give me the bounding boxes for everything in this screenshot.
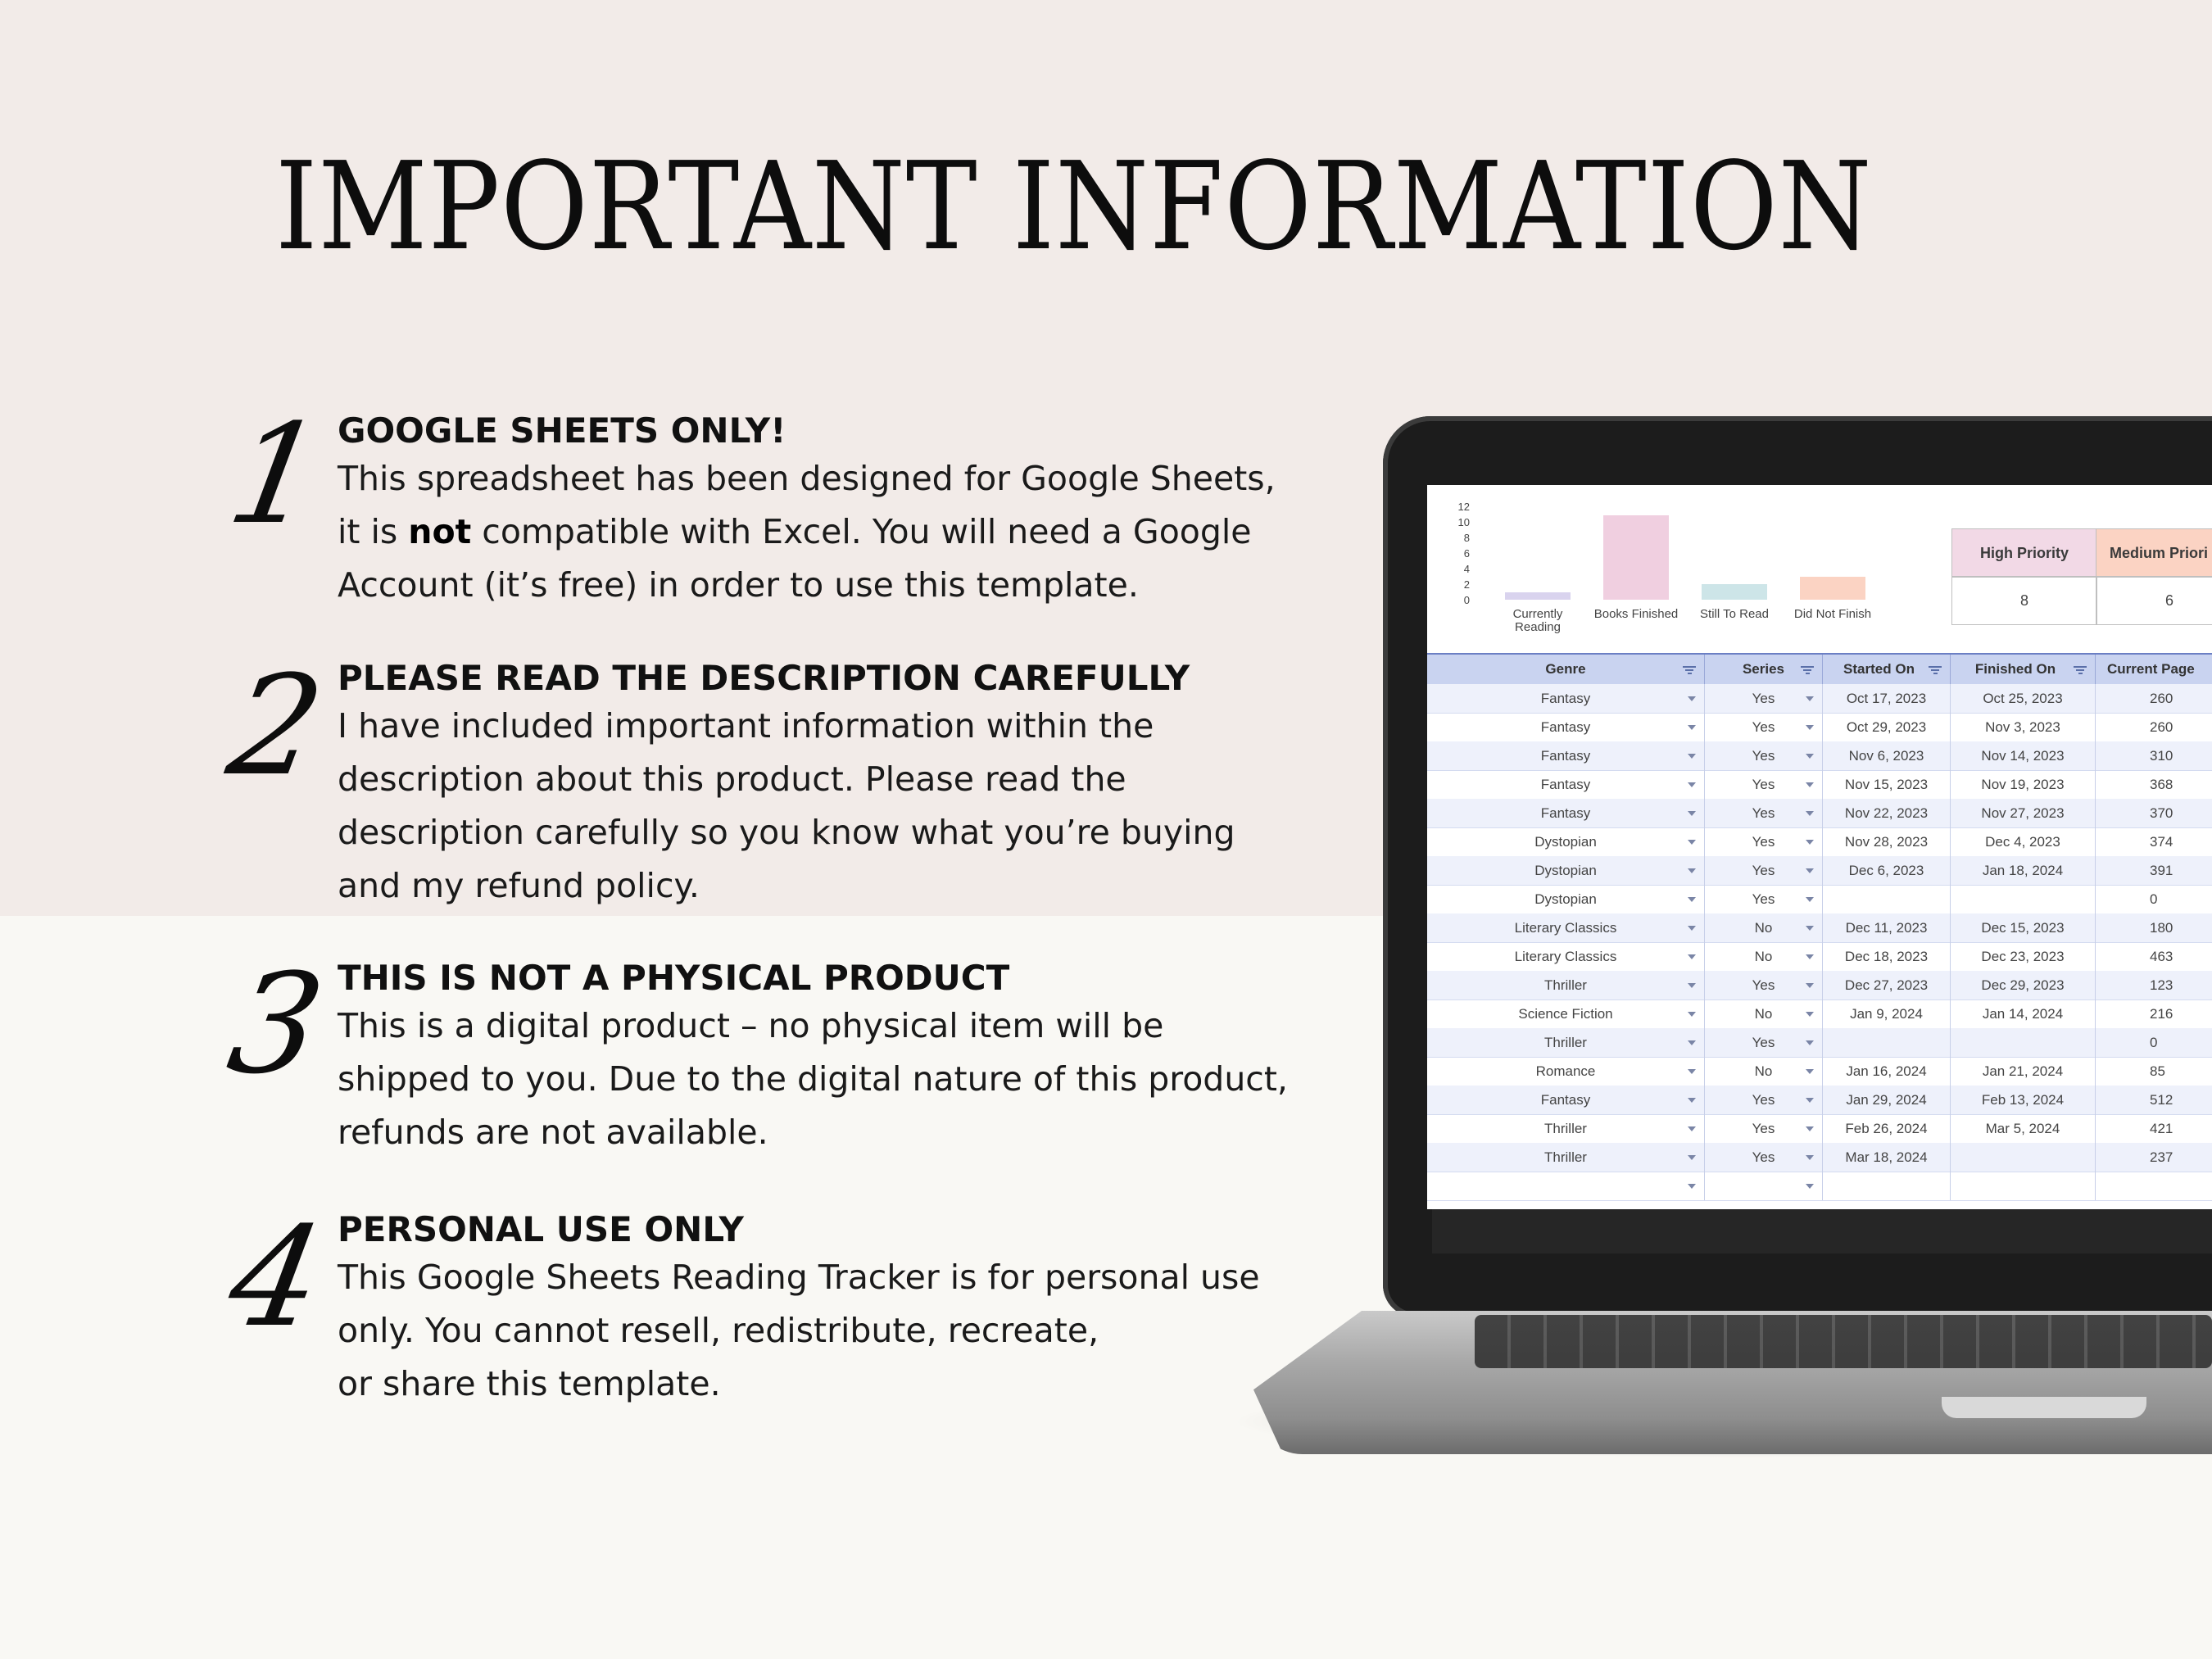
table-cell[interactable]: [1951, 1114, 2096, 1143]
dropdown-arrow-icon[interactable]: [1806, 840, 1814, 845]
body-line: I have included important information within the: [338, 706, 1154, 746]
table-cell[interactable]: [1427, 741, 1705, 770]
table-cell[interactable]: [1705, 942, 1823, 971]
table-cell[interactable]: [1823, 827, 1951, 856]
dropdown-arrow-icon[interactable]: [1688, 811, 1696, 816]
table-cell[interactable]: [2096, 827, 2212, 856]
table-cell[interactable]: [1951, 999, 2096, 1028]
bar-did-not-finish: [1800, 577, 1865, 600]
body-line: This spreadsheet has been designed for Google Sheets,: [338, 459, 1276, 498]
body-text: compatible with Excel. You will need a Google: [471, 512, 1252, 551]
table-cell[interactable]: [2096, 885, 2212, 913]
dropdown-arrow-icon[interactable]: [1806, 1126, 1814, 1131]
dropdown-arrow-icon[interactable]: [1688, 868, 1696, 873]
dropdown-arrow-icon[interactable]: [1806, 868, 1814, 873]
table-cell[interactable]: [1427, 885, 1705, 913]
table-cell[interactable]: [1705, 1086, 1823, 1114]
table-cell[interactable]: [1823, 971, 1951, 999]
cell-value: 512: [2150, 1091, 2173, 1108]
cell-value: Oct 25, 2023: [1983, 690, 2063, 706]
header-label: Current Page: [2107, 661, 2195, 677]
cell-value: Nov 19, 2023: [1981, 776, 2065, 792]
table-cell[interactable]: [1705, 684, 1823, 713]
table-cell[interactable]: [1427, 1172, 1705, 1200]
bar-label: Still To Read: [1700, 607, 1769, 621]
bar-currently-reading: [1505, 592, 1571, 600]
table-cell[interactable]: [1427, 713, 1705, 741]
body-line: This Google Sheets Reading Tracker is for personal use: [338, 1258, 1260, 1297]
table-cell[interactable]: [1705, 741, 1823, 770]
cell-value: Fantasy: [1540, 690, 1591, 706]
body-line: This is a digital product – no physical item will be: [338, 1006, 1164, 1045]
cell-value: Fantasy: [1540, 776, 1591, 792]
table-cell[interactable]: [1427, 856, 1705, 885]
page-title: IMPORTANT INFORMATION: [275, 136, 1873, 277]
table-row: [1427, 827, 2212, 857]
table-cell[interactable]: [1427, 1143, 1705, 1172]
table-cell[interactable]: [1705, 799, 1823, 827]
table-cell[interactable]: [1951, 856, 2096, 885]
cell-value: Nov 14, 2023: [1981, 747, 2065, 764]
body-line: description about this product. Please read the: [338, 759, 1126, 799]
table-cell[interactable]: [1705, 1143, 1823, 1172]
table-cell[interactable]: [1823, 799, 1951, 827]
cell-value: 374: [2150, 833, 2173, 850]
table-cell[interactable]: [1951, 942, 2096, 971]
table-header: [1427, 653, 2212, 685]
table-row: [1427, 684, 2212, 714]
cell-value: Yes: [1752, 690, 1775, 706]
cell-value: 421: [2150, 1120, 2173, 1136]
table-cell[interactable]: [1705, 1028, 1823, 1057]
table-cell[interactable]: [1427, 1086, 1705, 1114]
table-row: [1427, 1057, 2212, 1086]
table-cell[interactable]: [1951, 684, 2096, 713]
table-cell[interactable]: [1427, 827, 1705, 856]
y-tick-label: 12: [1457, 501, 1470, 513]
dropdown-arrow-icon[interactable]: [1806, 782, 1814, 787]
y-tick-label: 10: [1457, 516, 1470, 528]
table-cell[interactable]: [2096, 942, 2212, 971]
body-line: description carefully so you know what you’re buying: [338, 813, 1235, 852]
table-cell[interactable]: [1705, 856, 1823, 885]
table-cell[interactable]: [1951, 1086, 2096, 1114]
table-cell[interactable]: [1823, 885, 1951, 913]
table-cell[interactable]: [1823, 1086, 1951, 1114]
table-cell[interactable]: [1951, 713, 2096, 741]
table-cell[interactable]: [1427, 684, 1705, 713]
table-row: [1427, 799, 2212, 828]
filter-icon[interactable]: [1801, 666, 1814, 673]
dropdown-arrow-icon[interactable]: [1806, 696, 1814, 701]
y-tick-label: 4: [1463, 563, 1470, 575]
table-cell[interactable]: [1705, 913, 1823, 942]
cell-value: Feb 26, 2024: [1845, 1120, 1928, 1136]
cell-value: Dystopian: [1534, 891, 1597, 907]
y-tick-label: 0: [1463, 594, 1470, 606]
cell-value: Mar 18, 2024: [1845, 1149, 1928, 1165]
cell-value: Yes: [1752, 718, 1775, 735]
table-cell[interactable]: [1705, 1114, 1823, 1143]
table-cell[interactable]: [1705, 999, 1823, 1028]
cell-value: Dec 4, 2023: [1985, 833, 2060, 850]
table-row: [1427, 1028, 2212, 1058]
table-cell[interactable]: [1427, 942, 1705, 971]
table-cell[interactable]: [1427, 1028, 1705, 1057]
cell-value: Thriller: [1544, 1149, 1587, 1165]
bar-still-to-read: [1702, 584, 1767, 600]
cell-value: Oct 17, 2023: [1846, 690, 1927, 706]
cell-value: 310: [2150, 747, 2173, 764]
priority-value-medium: 6: [2096, 576, 2212, 625]
cell-value: Dec 27, 2023: [1844, 977, 1929, 993]
cell-value: Yes: [1752, 1120, 1775, 1136]
header-label: Finished On: [1974, 661, 2056, 677]
table-cell[interactable]: [1823, 741, 1951, 770]
dropdown-arrow-icon[interactable]: [1688, 754, 1696, 759]
table-cell[interactable]: [2096, 741, 2212, 770]
table-row: [1427, 741, 2212, 771]
table-cell[interactable]: [1427, 1114, 1705, 1143]
cell-value: Yes: [1752, 1149, 1775, 1165]
dropdown-arrow-icon[interactable]: [1806, 811, 1814, 816]
cell-value: Nov 28, 2023: [1844, 833, 1929, 850]
column-header-current-page[interactable]: [2096, 655, 2212, 684]
item-number: 2: [218, 646, 334, 806]
cell-value: Dec 29, 2023: [1981, 977, 2065, 993]
laptop-keyboard: [1475, 1315, 2212, 1368]
cell-value: Jan 14, 2024: [1982, 1005, 2064, 1022]
table-cell[interactable]: [1951, 971, 2096, 999]
table-row: [1427, 1143, 2212, 1172]
cell-value: No: [1754, 919, 1773, 936]
dropdown-arrow-icon[interactable]: [1688, 1126, 1696, 1131]
screen-bottom-bar: [1432, 1209, 2212, 1253]
cell-value: Yes: [1752, 776, 1775, 792]
filter-icon[interactable]: [1929, 666, 1942, 673]
cell-value: Nov 15, 2023: [1844, 776, 1929, 792]
table-cell[interactable]: [1951, 770, 2096, 799]
dropdown-arrow-icon[interactable]: [1688, 983, 1696, 988]
cell-value: Yes: [1752, 1091, 1775, 1108]
table-cell[interactable]: [1823, 913, 1951, 942]
cell-value: Nov 22, 2023: [1844, 805, 1929, 821]
cell-value: Dystopian: [1534, 833, 1597, 850]
table-cell[interactable]: [1705, 713, 1823, 741]
table-cell[interactable]: [1951, 1143, 2096, 1172]
dropdown-arrow-icon[interactable]: [1688, 840, 1696, 845]
cell-value: Fantasy: [1540, 1091, 1591, 1108]
dropdown-arrow-icon[interactable]: [1688, 1012, 1696, 1017]
cell-value: Dec 23, 2023: [1981, 948, 2065, 964]
cell-value: Jan 18, 2024: [1982, 862, 2064, 878]
cell-value: Nov 6, 2023: [1848, 747, 1924, 764]
dropdown-arrow-icon[interactable]: [1806, 1155, 1814, 1160]
cell-value: Yes: [1752, 862, 1775, 878]
laptop-trackpad-notch: [1942, 1397, 2146, 1418]
cell-value: No: [1754, 1063, 1773, 1079]
dropdown-arrow-icon[interactable]: [1806, 1012, 1814, 1017]
cell-value: 237: [2150, 1149, 2173, 1165]
bar-label: Currently Reading: [1512, 607, 1563, 634]
dropdown-arrow-icon[interactable]: [1806, 1098, 1814, 1103]
cell-value: Thriller: [1544, 1120, 1587, 1136]
item-heading: GOOGLE SHEETS ONLY!: [338, 410, 786, 451]
table-cell[interactable]: [1705, 827, 1823, 856]
cell-value: Yes: [1752, 833, 1775, 850]
table-cell[interactable]: [1823, 1028, 1951, 1057]
table-cell[interactable]: [1705, 1057, 1823, 1086]
cell-value: Jan 9, 2024: [1850, 1005, 1923, 1022]
cell-value: Mar 5, 2024: [1985, 1120, 2060, 1136]
table-cell[interactable]: [1705, 1172, 1823, 1200]
body-text: it is: [338, 512, 409, 551]
dropdown-arrow-icon[interactable]: [1688, 954, 1696, 959]
item-number: 3: [218, 944, 334, 1104]
body-line: or share this template.: [338, 1364, 721, 1403]
table-cell[interactable]: [1823, 713, 1951, 741]
cell-value: Jan 16, 2024: [1846, 1063, 1927, 1079]
table-cell[interactable]: [1705, 770, 1823, 799]
table-cell[interactable]: [2096, 799, 2212, 827]
table-cell[interactable]: [1951, 741, 2096, 770]
body-line: shipped to you. Due to the digital nature of this product,: [338, 1059, 1288, 1099]
table-cell[interactable]: [1427, 971, 1705, 999]
cell-value: Fantasy: [1540, 718, 1591, 735]
cell-value: No: [1754, 1005, 1773, 1022]
body-line: Account (it’s free) in order to use this template.: [338, 565, 1139, 605]
column-header-series[interactable]: [1705, 655, 1823, 684]
cell-value: Nov 3, 2023: [1985, 718, 2060, 735]
table-cell[interactable]: [1705, 885, 1823, 913]
table-row: [1427, 856, 2212, 886]
table-cell[interactable]: [1951, 1028, 2096, 1057]
cell-value: Dec 11, 2023: [1845, 919, 1928, 936]
table-cell[interactable]: [1705, 971, 1823, 999]
cell-value: 260: [2150, 690, 2173, 706]
table-cell[interactable]: [1823, 1143, 1951, 1172]
table-cell[interactable]: [1427, 1057, 1705, 1086]
table-row: [1427, 942, 2212, 972]
item-heading: PLEASE READ THE DESCRIPTION CAREFULLY: [338, 658, 1190, 698]
dropdown-arrow-icon[interactable]: [1688, 897, 1696, 902]
table-row: [1427, 1114, 2212, 1144]
item-heading: THIS IS NOT A PHYSICAL PRODUCT: [338, 958, 1010, 998]
table-cell[interactable]: [2096, 684, 2212, 713]
dropdown-arrow-icon[interactable]: [1806, 954, 1814, 959]
table-cell[interactable]: [1823, 942, 1951, 971]
table-cell[interactable]: [1823, 856, 1951, 885]
filter-icon[interactable]: [2074, 666, 2087, 673]
cell-value: 391: [2150, 862, 2173, 878]
bar-books-finished: [1603, 515, 1669, 600]
y-tick-label: 8: [1463, 532, 1470, 544]
table-cell[interactable]: [1823, 1172, 1951, 1200]
status-bar-chart: [1452, 500, 1943, 639]
y-tick-label: 6: [1463, 547, 1470, 560]
dropdown-arrow-icon[interactable]: [1688, 725, 1696, 730]
cell-value: 463: [2150, 948, 2173, 964]
table-cell[interactable]: [2096, 856, 2212, 885]
dropdown-arrow-icon[interactable]: [1806, 754, 1814, 759]
item-number: 1: [218, 394, 334, 555]
table-row: [1427, 1172, 2212, 1201]
dropdown-arrow-icon[interactable]: [1688, 696, 1696, 701]
table-cell[interactable]: [1951, 827, 2096, 856]
cell-value: Science Fiction: [1518, 1005, 1613, 1022]
table-row: [1427, 885, 2212, 914]
cell-value: Romance: [1535, 1063, 1596, 1079]
y-tick-label: 2: [1463, 578, 1470, 591]
table-row: [1427, 913, 2212, 943]
cell-value: 0: [2150, 1034, 2158, 1050]
cell-value: Yes: [1752, 1034, 1775, 1050]
table-cell[interactable]: [1427, 770, 1705, 799]
table-cell[interactable]: [2096, 770, 2212, 799]
dropdown-arrow-icon[interactable]: [1688, 926, 1696, 931]
cell-value: 216: [2150, 1005, 2173, 1022]
dropdown-arrow-icon[interactable]: [1688, 782, 1696, 787]
column-header-started-on[interactable]: [1823, 655, 1951, 684]
column-header-finished-on[interactable]: [1951, 655, 2096, 684]
item-body: [338, 999, 1288, 1159]
table-row: [1427, 713, 2212, 742]
cell-value: Literary Classics: [1514, 948, 1617, 964]
table-cell[interactable]: [2096, 1143, 2212, 1172]
table-cell[interactable]: [2096, 1114, 2212, 1143]
cell-value: 180: [2150, 919, 2173, 936]
cell-value: Fantasy: [1540, 805, 1591, 821]
item-number: 4: [218, 1197, 334, 1358]
cell-value: 260: [2150, 718, 2173, 735]
table-row: [1427, 770, 2212, 800]
table-row: [1427, 999, 2212, 1029]
cell-value: 85: [2150, 1063, 2165, 1079]
table-cell[interactable]: [1427, 799, 1705, 827]
table-row: [1427, 971, 2212, 1000]
table-cell[interactable]: [1951, 1057, 2096, 1086]
priority-value-high: 8: [1951, 576, 2097, 625]
cell-value: Dec 15, 2023: [1981, 919, 2065, 936]
bar-label: Did Not Finish: [1793, 607, 1872, 621]
dropdown-arrow-icon[interactable]: [1688, 1184, 1696, 1189]
table-cell[interactable]: [1427, 999, 1705, 1028]
table-cell[interactable]: [1951, 799, 2096, 827]
header-label: Started On: [1843, 661, 1915, 677]
cell-value: Jan 21, 2024: [1982, 1063, 2064, 1079]
body-line: and my refund policy.: [338, 866, 700, 905]
table-cell[interactable]: [1951, 913, 2096, 942]
cell-value: No: [1754, 948, 1773, 964]
column-header-genre[interactable]: [1427, 655, 1705, 684]
priority-header-medium: Medium Priori: [2096, 528, 2212, 578]
table-cell[interactable]: [2096, 999, 2212, 1028]
header-label: Series: [1742, 661, 1785, 677]
cell-value: Oct 29, 2023: [1846, 718, 1927, 735]
cell-value: 0: [2150, 891, 2158, 907]
cell-value: Feb 13, 2024: [1981, 1091, 2065, 1108]
body-line: [338, 505, 1276, 559]
cell-value: Yes: [1752, 805, 1775, 821]
priority-header-high: High Priority: [1951, 528, 2097, 578]
table-cell[interactable]: [1427, 913, 1705, 942]
cell-value: 370: [2150, 805, 2173, 821]
dropdown-arrow-icon[interactable]: [1688, 1040, 1696, 1045]
cell-value: Dystopian: [1534, 862, 1597, 878]
dropdown-arrow-icon[interactable]: [1806, 983, 1814, 988]
cell-value: Thriller: [1544, 977, 1587, 993]
body-line: only. You cannot resell, redistribute, recreate,: [338, 1311, 1099, 1350]
item-body: [338, 1251, 1260, 1411]
cell-value: Dec 6, 2023: [1848, 862, 1924, 878]
dropdown-arrow-icon[interactable]: [1806, 1184, 1814, 1189]
spreadsheet-screen: [1427, 485, 2212, 1209]
table-cell[interactable]: [1823, 684, 1951, 713]
table-cell[interactable]: [1823, 1057, 1951, 1086]
item-heading: PERSONAL USE ONLY: [338, 1209, 744, 1249]
cell-value: Yes: [1752, 747, 1775, 764]
cell-value: 368: [2150, 776, 2173, 792]
table-cell[interactable]: [2096, 1172, 2212, 1200]
cell-value: Dec 18, 2023: [1844, 948, 1929, 964]
dropdown-arrow-icon[interactable]: [1806, 725, 1814, 730]
cell-value: Jan 29, 2024: [1846, 1091, 1927, 1108]
cell-value: Literary Classics: [1514, 919, 1617, 936]
table-cell[interactable]: [1951, 885, 2096, 913]
dropdown-arrow-icon[interactable]: [1688, 1069, 1696, 1074]
table-cell[interactable]: [1823, 770, 1951, 799]
cell-value: Yes: [1752, 891, 1775, 907]
table-row: [1427, 1086, 2212, 1115]
bar-label: Books Finished: [1593, 607, 1679, 621]
body-line: refunds are not available.: [338, 1113, 768, 1152]
table-cell[interactable]: [2096, 913, 2212, 942]
cell-value: Fantasy: [1540, 747, 1591, 764]
table-cell[interactable]: [1823, 999, 1951, 1028]
table-cell[interactable]: [2096, 971, 2212, 999]
table-cell[interactable]: [1823, 1114, 1951, 1143]
table-cell[interactable]: [1951, 1172, 2096, 1200]
table-cell[interactable]: [2096, 1028, 2212, 1057]
dropdown-arrow-icon[interactable]: [1806, 1069, 1814, 1074]
filter-icon[interactable]: [1683, 666, 1696, 673]
item-body: [338, 452, 1276, 612]
body-emphasis: not: [408, 512, 472, 551]
dropdown-arrow-icon[interactable]: [1688, 1098, 1696, 1103]
table-cell[interactable]: [2096, 1086, 2212, 1114]
cell-value: 123: [2150, 977, 2173, 993]
table-cell[interactable]: [2096, 713, 2212, 741]
header-label: Genre: [1545, 661, 1586, 677]
dropdown-arrow-icon[interactable]: [1806, 926, 1814, 931]
cell-value: Yes: [1752, 977, 1775, 993]
dropdown-arrow-icon[interactable]: [1688, 1155, 1696, 1160]
cell-value: Nov 27, 2023: [1981, 805, 2065, 821]
cell-value: Thriller: [1544, 1034, 1587, 1050]
item-body: [338, 700, 1235, 913]
table-cell[interactable]: [2096, 1057, 2212, 1086]
dropdown-arrow-icon[interactable]: [1806, 1040, 1814, 1045]
dropdown-arrow-icon[interactable]: [1806, 897, 1814, 902]
